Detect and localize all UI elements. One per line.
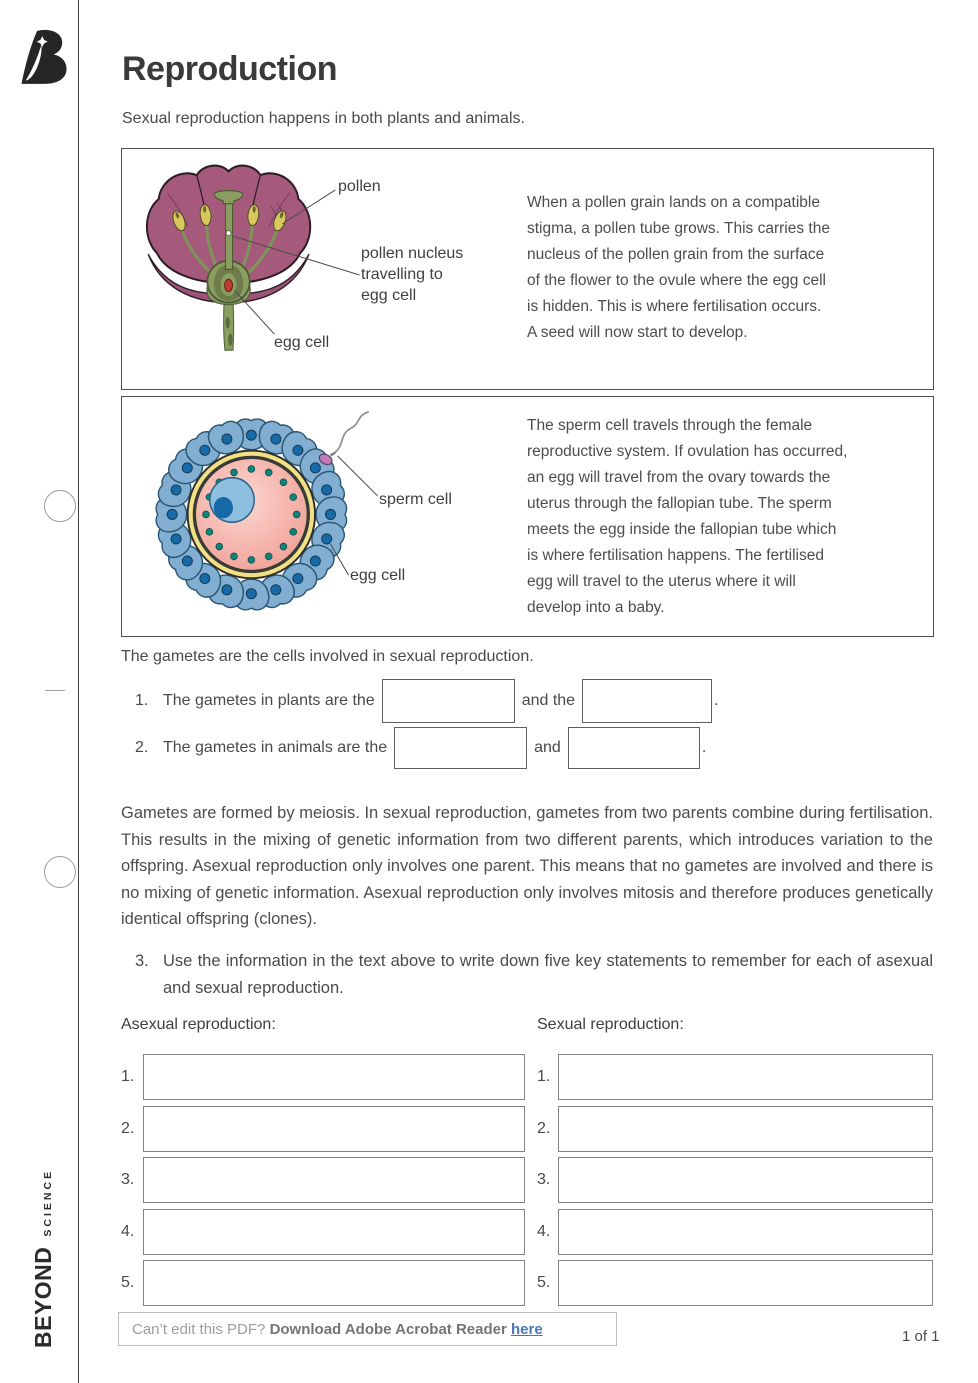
text-line: uterus through the fallopian tube. The sperm [527, 495, 832, 512]
notice-bold-text: Download Adobe Acrobat Reader [269, 1320, 511, 1338]
pollen-nucleus-label: pollen nucleus travelling to egg cell [361, 245, 464, 304]
text-line: of the flower to the ovule where the egg cell [527, 272, 826, 289]
question-text: Use the information in the text above to write down five key statements to remember for each of asexual and sexual reproduction. [163, 952, 933, 997]
answer-number: 4. [121, 1222, 135, 1240]
q1-answer-1-input[interactable] [382, 679, 515, 723]
page-number: 1 of 1 [902, 1328, 940, 1345]
asexual-answer-1-input[interactable] [143, 1054, 525, 1100]
sexual-answer-4-input[interactable] [558, 1209, 933, 1255]
sexual-heading: Sexual reproduction: [537, 1016, 684, 1033]
sperm-cell-label: sperm cell [379, 491, 452, 508]
page-title: Reproduction [122, 50, 337, 88]
answer-row [121, 1260, 525, 1306]
q1-answer-2-input[interactable] [582, 679, 712, 723]
text-line: is where fertilisation happens. The fertilised [527, 547, 824, 564]
egg-and-sperm-illustration [150, 411, 372, 614]
question-text: and the [521, 692, 576, 709]
text-line: egg will travel to the uterus where it will [527, 573, 796, 590]
asexual-answer-3-input[interactable] [143, 1157, 525, 1203]
sexual-answer-2-input[interactable] [558, 1106, 933, 1152]
answer-row [121, 1106, 525, 1152]
answer-number: 1. [121, 1068, 135, 1085]
answer-row [121, 1054, 525, 1100]
text-line: nucleus of the pollen grain from the surface [527, 246, 825, 263]
text-line: meets the egg inside the fallopian tube which [527, 521, 837, 538]
asexual-answer-2-input[interactable] [143, 1106, 525, 1152]
page-subtitle: Sexual reproduction happens in both plants and animals. [122, 110, 525, 127]
animal-fertilisation-box [121, 396, 934, 637]
center-dash-mark [45, 690, 65, 691]
text-line: The sperm cell travels through the female [527, 417, 813, 434]
asexual-answers-column [121, 1054, 525, 1312]
beyond-logo-icon [18, 28, 70, 86]
q2-answer-2-input[interactable] [568, 727, 700, 769]
answer-row [537, 1054, 933, 1100]
answer-row [537, 1106, 933, 1152]
answer-number: 5. [537, 1274, 551, 1291]
question-1-row [135, 679, 719, 723]
text-line: an egg will travel from the ovary towards the [527, 469, 831, 486]
answer-number: 1. [537, 1068, 551, 1085]
text-line: develop into a baby. [527, 599, 665, 616]
text-line: reproductive system. If ovulation has occurred, [527, 443, 848, 460]
gametes-intro-text: The gametes are the cells involved in sexual reproduction. [121, 648, 534, 665]
question-text: and [534, 739, 561, 756]
hole-punch-mark [44, 856, 76, 888]
answer-number: 4. [537, 1222, 551, 1240]
text-line: stigma, a pollen tube grows. This carries the [527, 220, 830, 237]
brand-sub-name: SCIENCE [42, 1168, 54, 1237]
hole-punch-mark [44, 490, 76, 522]
question-text: The gametes in animals are the [163, 739, 388, 756]
beyond-science-brand [30, 1169, 57, 1348]
asexual-answer-5-input[interactable] [143, 1260, 525, 1306]
pollen-label: pollen [338, 178, 381, 195]
flower-cross-section-illustration [134, 159, 324, 354]
text-line: A seed will now start to develop. [527, 324, 748, 341]
animal-fertilisation-text [527, 413, 847, 621]
question-text: . [701, 739, 707, 756]
q2-answer-1-input[interactable] [394, 727, 527, 769]
margin-divider-line [78, 0, 79, 1383]
brand-name: BEYOND [30, 1246, 56, 1348]
plant-fertilisation-box [121, 148, 934, 390]
plant-fertilisation-text [527, 190, 830, 346]
answer-number: 2. [537, 1119, 551, 1137]
sexual-answers-column [537, 1054, 933, 1312]
download-reader-link[interactable]: here [510, 1320, 543, 1338]
meiosis-paragraph: Gametes are formed by meiosis. In sexual reproduction, gametes from two parents combine during fertilisation. This results in the mixing of genetic information from two different parents, which introduces variation to the offspring. Asexual reproduction only involves one parent. This means that no gametes are involved and there is no mixing of genetic information. Asexual reproduction only involves mitosis and therefore produces genetically identical offspring (clones). [121, 804, 933, 928]
text-line: is hidden. This is where fertilisation occurs. [527, 298, 822, 315]
notice-text: Can’t edit this PDF? [132, 1320, 270, 1338]
answer-row [537, 1209, 933, 1255]
answer-number: 3. [121, 1171, 135, 1188]
sexual-answer-5-input[interactable] [558, 1260, 933, 1306]
sexual-answer-3-input[interactable] [558, 1157, 933, 1203]
question-number: 2. [135, 739, 149, 756]
answer-row [537, 1157, 933, 1203]
question-text: The gametes in plants are the [163, 692, 375, 709]
text-line: When a pollen grain lands on a compatible [527, 194, 820, 211]
answer-number: 2. [121, 1119, 135, 1137]
egg-cell-label: egg cell [350, 567, 406, 584]
pdf-edit-notice [118, 1312, 617, 1346]
question-text: . [714, 692, 719, 709]
answer-row [537, 1260, 933, 1306]
answer-row [121, 1209, 525, 1255]
sexual-answer-1-input[interactable] [558, 1054, 933, 1100]
question-number: 1. [135, 692, 149, 709]
egg-cell-label: egg cell [274, 334, 330, 351]
asexual-answer-4-input[interactable] [143, 1209, 525, 1255]
question-number: 3. [135, 952, 149, 970]
question-2-row [135, 727, 706, 769]
asexual-heading: Asexual reproduction: [121, 1016, 276, 1033]
answer-row [121, 1157, 525, 1203]
answer-number: 3. [537, 1171, 551, 1188]
answer-number: 5. [121, 1274, 135, 1291]
question-3-row [135, 948, 933, 1002]
